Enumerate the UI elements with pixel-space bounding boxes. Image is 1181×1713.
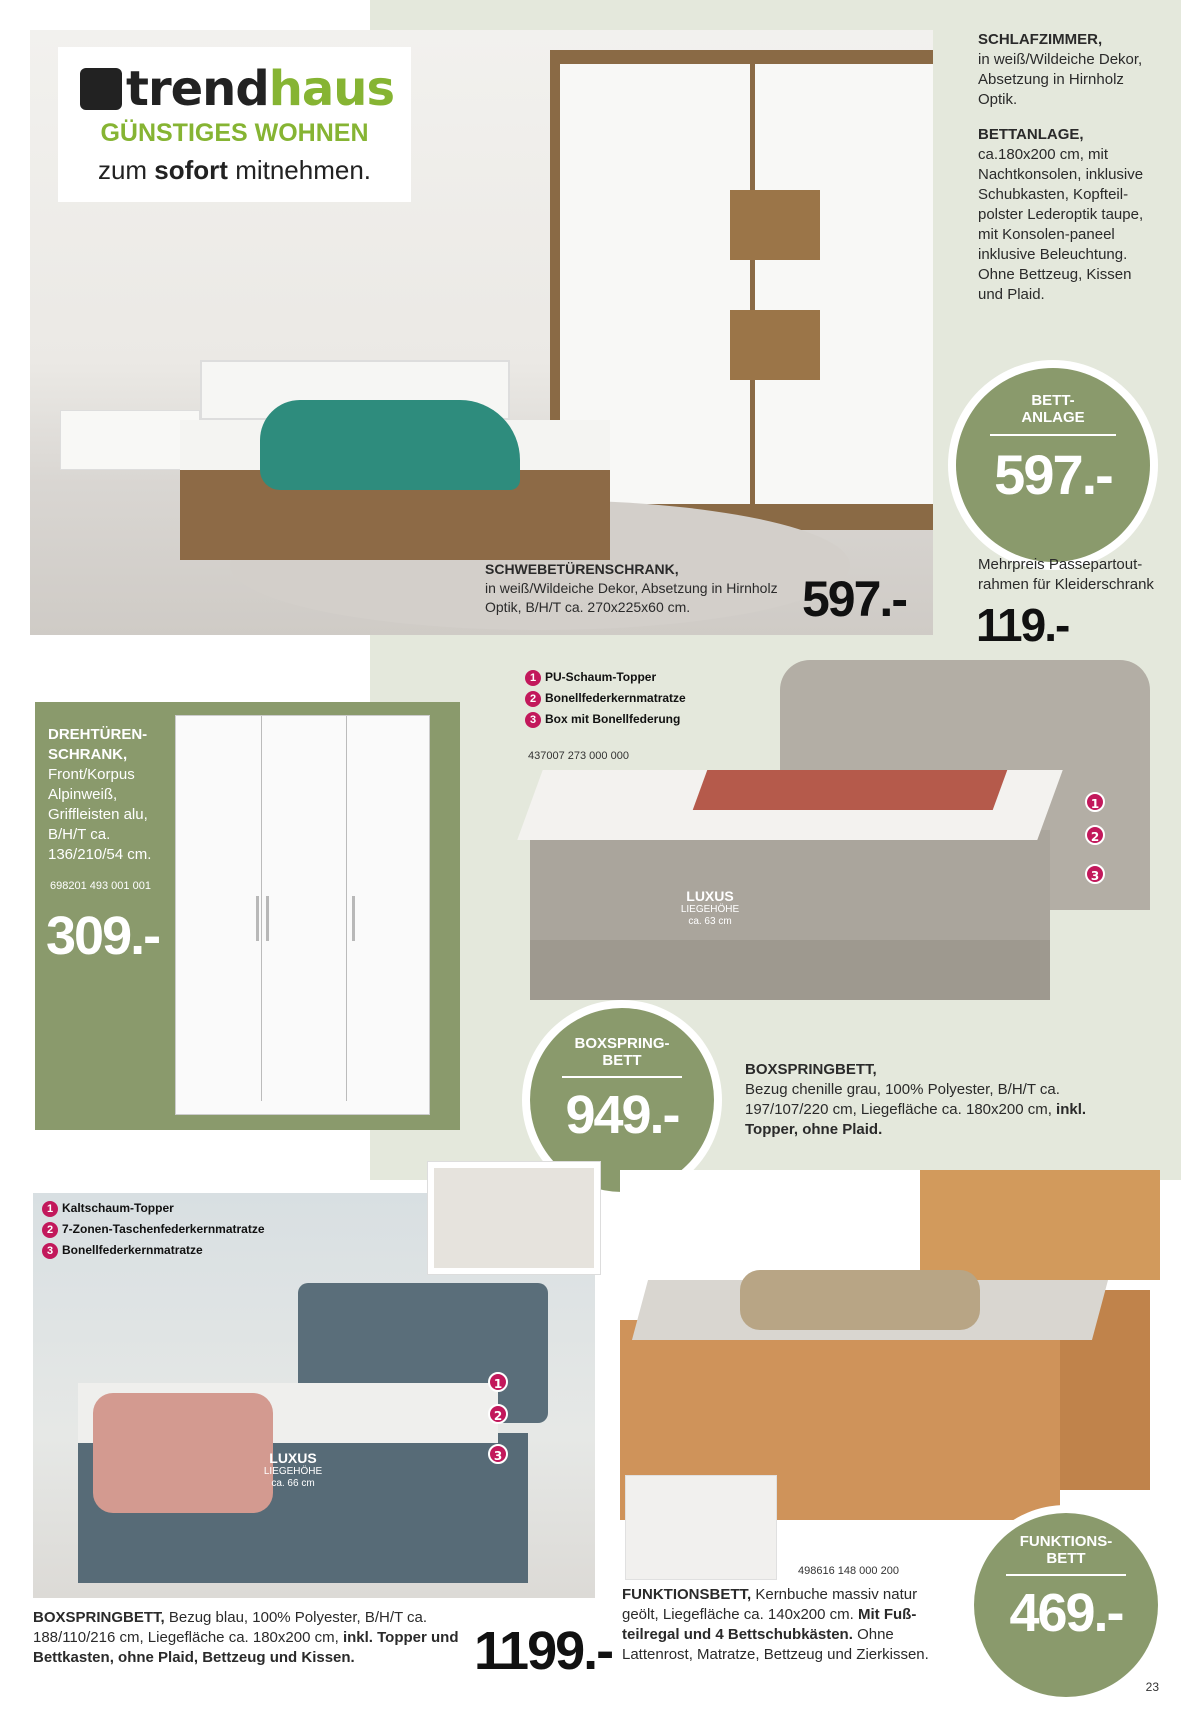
- drehtuerenschrank-artno: 698201 493 001 001: [50, 880, 151, 892]
- page-number: 23: [1145, 1680, 1159, 1694]
- boxspring2-pin-2: 2: [488, 1404, 508, 1424]
- funktionsbett-price-badge: FUNKTIONS- BETT 469.-: [966, 1505, 1166, 1705]
- bed-system-image: [60, 360, 620, 580]
- boxspring2-pin-1: 1: [488, 1372, 508, 1392]
- boxspring2-desc-bold: inkl. Topper und Bettkasten, ohne Plaid, Bettzeug und Kissen.: [33, 1629, 459, 1666]
- logo: [58, 47, 411, 202]
- funktionsbett-price: 469.-: [1009, 1583, 1123, 1643]
- bettanlage-heading: BETTANLAGE,: [978, 126, 1084, 143]
- boxspring2-heading: BOXSPRINGBETT,: [33, 1609, 165, 1626]
- boxspring2-feature-3: 3 Bonellfederkernmatratze: [42, 1240, 265, 1261]
- drehtuerenschrank-desc: Front/Korpus Alpinweiß, Griffleisten alu, B/H/T ca. 136/210/54 cm.: [48, 766, 152, 863]
- boxspring2-pin-3: 3: [488, 1444, 508, 1464]
- boxspring2-features: [42, 1198, 265, 1261]
- bettanlage-price-badge: BETT- ANLAGE 597.-: [948, 360, 1158, 570]
- funktionsbett-desc-end: Ohne Lattenrost, Matratze, Bettzeug und Zierkissen.: [622, 1626, 929, 1663]
- boxspring1-feature-3: 3 Box mit Bonellfederung: [525, 709, 686, 730]
- boxspring2-feature-1: 1 Kaltschaum-Topper: [42, 1198, 265, 1219]
- logo-mark-icon: [80, 68, 122, 110]
- passepartout-price: 119.-: [976, 599, 1069, 651]
- schlafzimmer-text: [978, 30, 1158, 110]
- boxspring2-desc: Bezug blau, 100% Polyester, B/H/T ca. 188/110/216 cm, Liegefläche ca. 180x200 cm,: [33, 1609, 428, 1646]
- brand-name-part2: haus: [268, 61, 395, 117]
- boxspring1-artno: 437007 273 000 000: [528, 750, 629, 762]
- boxspring2-luxus: LUXUS LIEGEHÖHE ca. 66 cm: [263, 1450, 323, 1489]
- boxspring1-heading: BOXSPRINGBETT,: [745, 1061, 877, 1078]
- boxspring1-feature-1: 1 PU-Schaum-Topper: [525, 667, 686, 688]
- funktionsbett-desc-bold: Mit Fuß-teilregal und 4 Bettschubkästen.: [622, 1606, 917, 1643]
- boxspring1-price-badge: BOXSPRING- BETT 949.-: [522, 1000, 722, 1200]
- boxspring2-storage-inset: [428, 1162, 600, 1274]
- schlafzimmer-heading: SCHLAFZIMMER,: [978, 31, 1103, 48]
- tagline: GÜNSTIGES WOHNEN: [100, 119, 369, 147]
- boxspring2-feature-2: 2 7-Zonen-Taschenfederkernmatratze: [42, 1219, 265, 1240]
- boxspring1-luxus: LUXUS LIEGEHÖHE ca. 63 cm: [680, 888, 740, 927]
- bettanlage-price: 597.-: [994, 443, 1112, 506]
- funktionsbett-text: [622, 1585, 952, 1665]
- schlafzimmer-desc: in weiß/Wildeiche Dekor, Absetzung in Hirnholz Optik.: [978, 51, 1143, 108]
- schwebetuerenschrank-price: 597.-: [802, 571, 906, 627]
- funktionsbett-drawer-inset: [625, 1475, 777, 1580]
- funktionsbett-heading: FUNKTIONSBETT,: [622, 1586, 752, 1603]
- passepartout-text: Mehrpreis Passepartout-rahmen für Kleiderschrank: [978, 556, 1154, 593]
- funktionsbett-desc: Kernbuche massiv natur geölt, Liegefläche ca. 140x200 cm.: [622, 1586, 918, 1623]
- boxspring1-desc: Bezug chenille grau, 100% Polyester, B/H/T ca. 197/107/220 cm, Liegefläche ca. 180x200 cm,: [745, 1081, 1060, 1118]
- schwebetuerenschrank-desc: in weiß/Wildeiche Dekor, Absetzung in Hirnholz Optik, B/H/T ca. 270x225x60 cm.: [485, 580, 778, 615]
- funktionsbett-artno: 498616 148 000 200: [798, 1565, 899, 1577]
- boxspring1-pin-2: 2: [1085, 825, 1105, 845]
- boxspring1-text: [745, 1060, 1095, 1140]
- drehtuerenschrank-image: [175, 715, 430, 1115]
- bettanlage-text: [978, 125, 1158, 305]
- drehtuerenschrank-text: [48, 725, 168, 865]
- brand-name-part1: trend: [126, 61, 269, 117]
- boxspring1-price: 949.-: [565, 1085, 679, 1145]
- boxspring1-feature-2: 2 Bonellfederkernmatratze: [525, 688, 686, 709]
- drehtuerenschrank-heading: DREHTÜREN-SCHRANK,: [48, 726, 148, 763]
- schwebetuerenschrank-heading: SCHWEBETÜRENSCHRANK,: [485, 561, 679, 577]
- boxspring2-price: 1199.-: [474, 1621, 613, 1681]
- bettanlage-desc: ca.180x200 cm, mit Nachtkonsolen, inklusive Schubkasten, Kopfteil-polster Lederoptik taupe, mit Konsolen-paneel inklusive Beleuchtung. Ohne Bettzeug, Kissen und Plaid.: [978, 146, 1144, 303]
- boxspring2-text: [33, 1608, 463, 1668]
- schwebetuerenschrank-text: [485, 560, 785, 617]
- drehtuerenschrank-price: 309.-: [46, 906, 160, 966]
- tagline-sub: zum sofort mitnehmen.: [97, 155, 372, 185]
- boxspring1-desc-bold: inkl. Topper, ohne Plaid.: [745, 1101, 1087, 1138]
- boxspring1-pin-3: 3: [1085, 864, 1105, 884]
- boxspring1-pin-1: 1: [1085, 792, 1105, 812]
